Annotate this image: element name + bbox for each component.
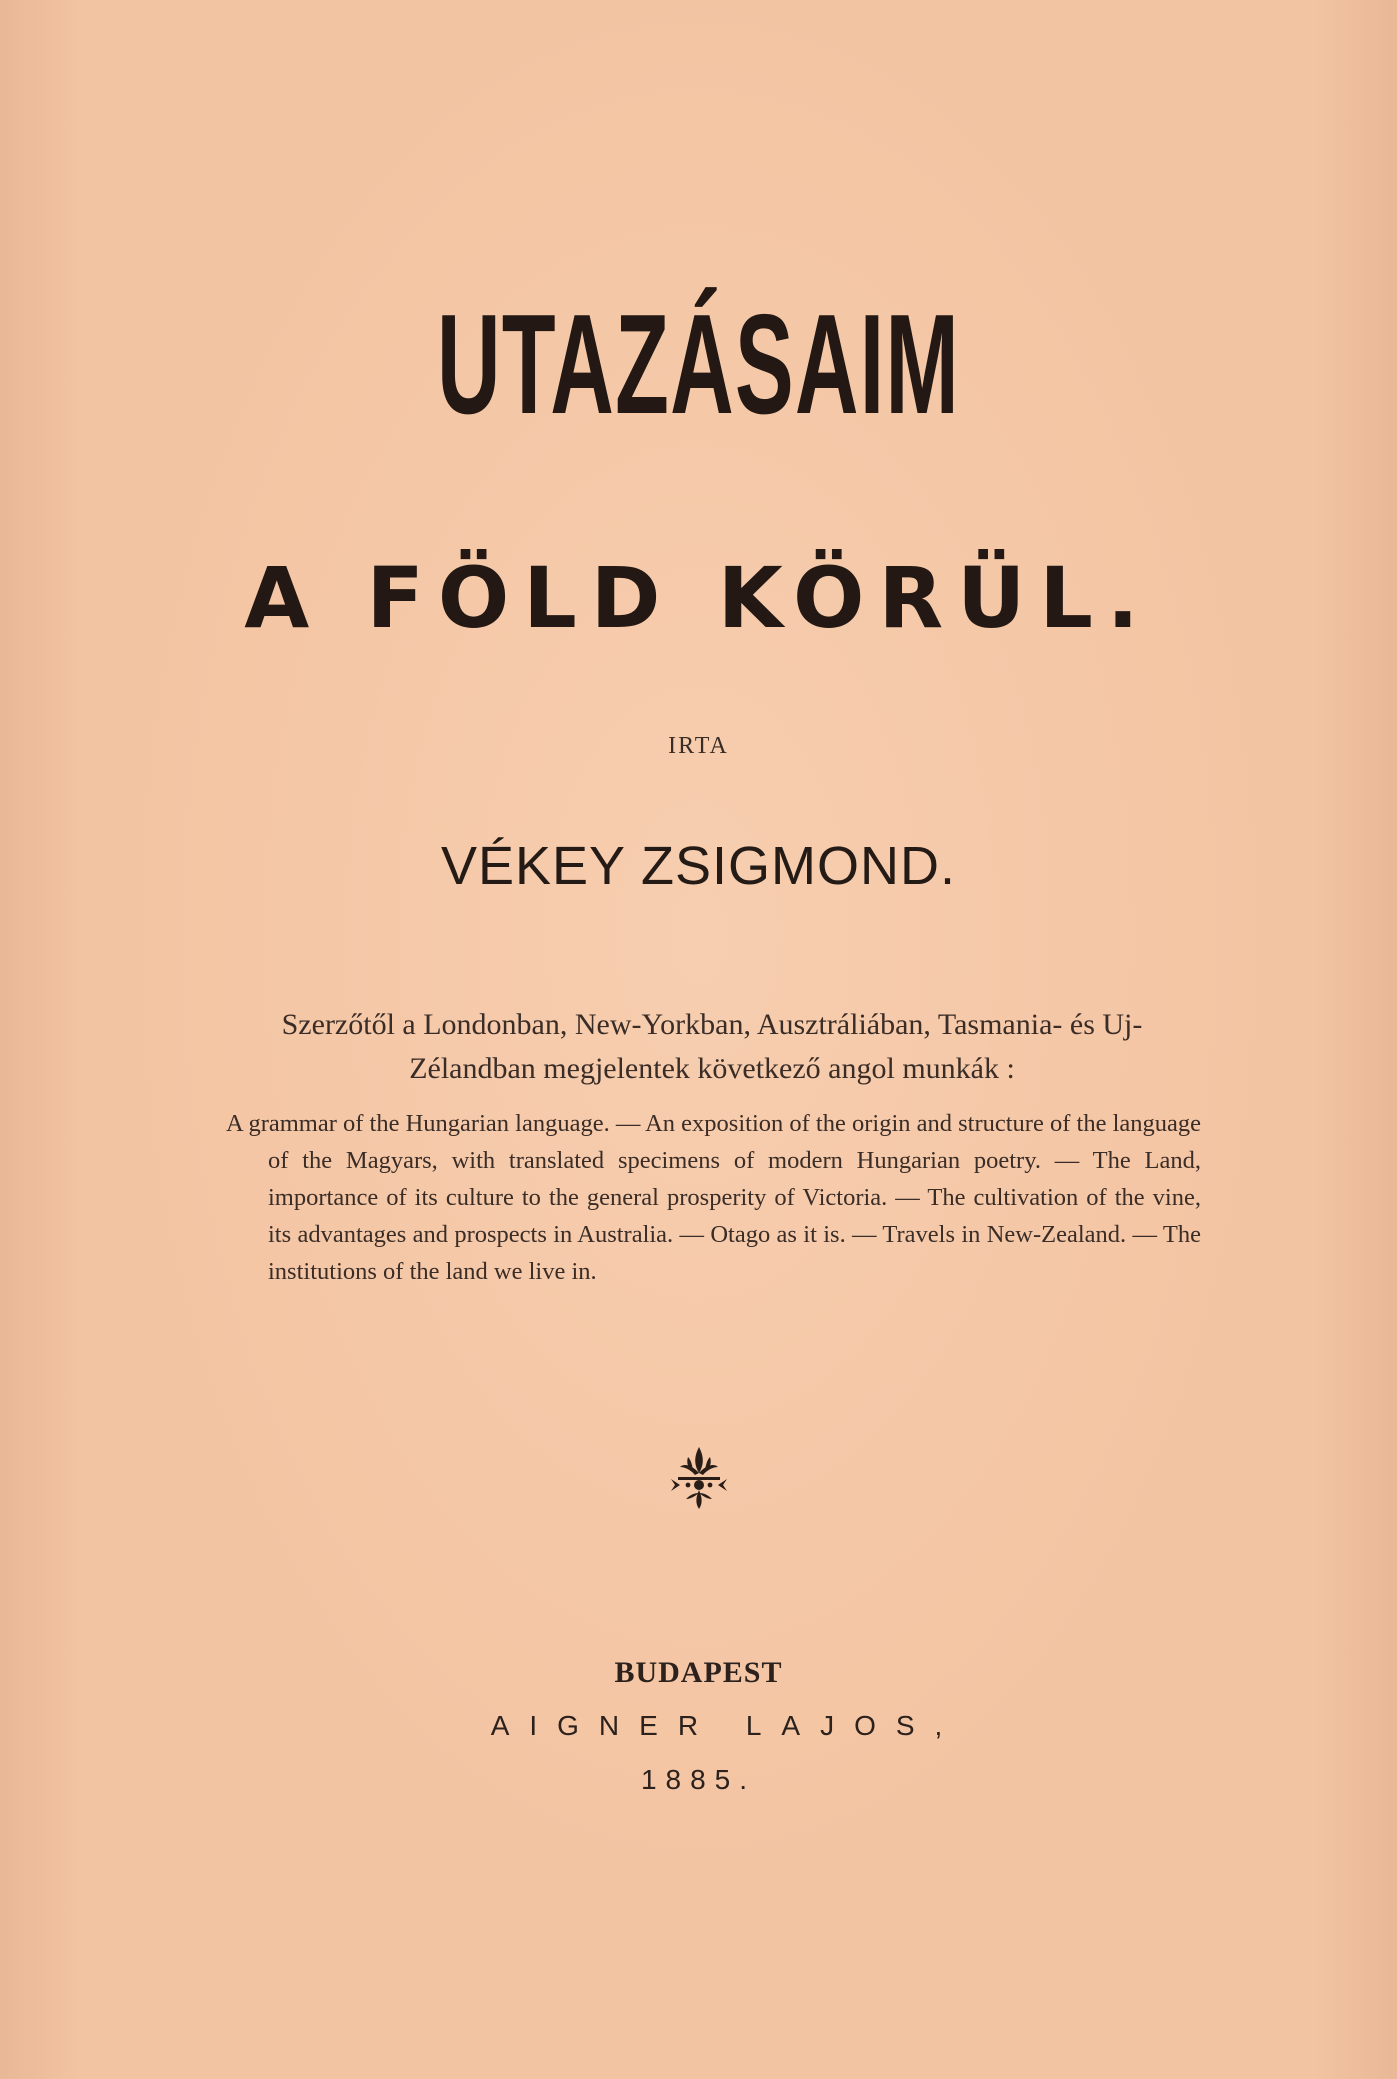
imprint-city: BUDAPEST bbox=[614, 1656, 783, 1689]
book-title-line-2: A FÖLD KÖRÜL. bbox=[244, 549, 1153, 647]
byline-label: IRTA bbox=[668, 733, 729, 759]
other-works-text: A grammar of the Hungarian language. — An exposition of the origin and structure of the language of the Magyars, with translated specimens of modern Hungarian poetry. — The Land, importance of its culture to the general prosperity of Victoria. — The cultivation of the vine, its advantages and prospects in Australia. — Otago as it is. — Travels in New-Zealand. — The institutions of the land we live in. bbox=[226, 1110, 1201, 1285]
other-works-list bbox=[226, 1105, 1201, 1290]
book-title-line-1: UTAZÁSAIM bbox=[436, 285, 961, 444]
author-name: VÉKEY ZSIGMOND. bbox=[440, 836, 957, 896]
imprint-year: 1885. bbox=[640, 1764, 757, 1795]
imprint-publisher: AIGNER LAJOS, bbox=[490, 1710, 963, 1741]
other-works-intro: Szerzőtől a Londonban, New-Yorkban, Ausztráliában, Tasmania- és Uj-Zélandban megjelentek következő angol munkák : bbox=[281, 1008, 1143, 1085]
fleuron-ornament-icon bbox=[668, 1443, 730, 1513]
